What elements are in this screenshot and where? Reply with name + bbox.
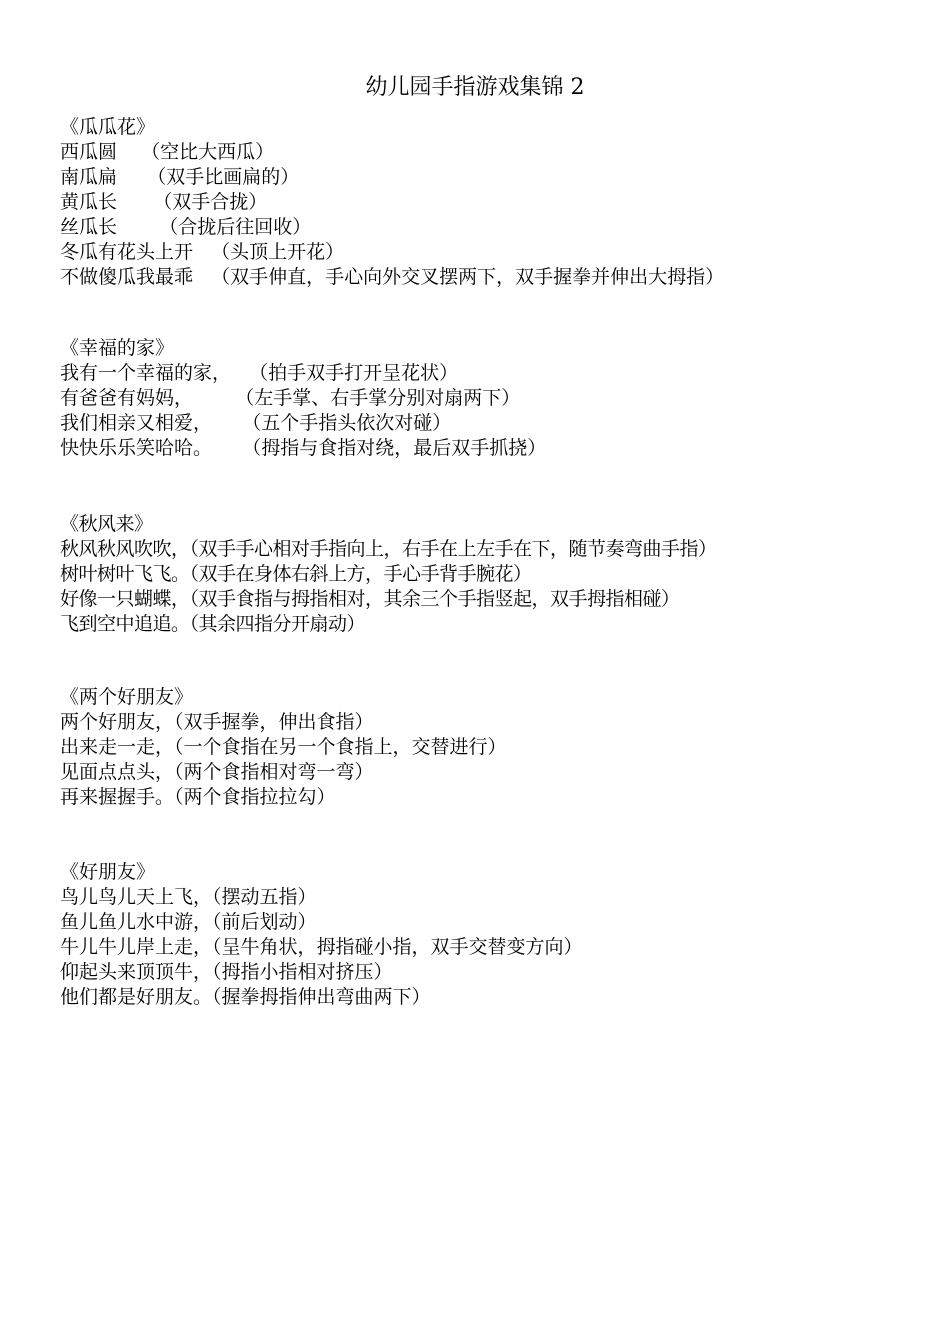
text-line: 西瓜圆 （空比大西瓜） — [60, 141, 275, 163]
section-heading: 《秋风来》 — [60, 513, 153, 535]
text-line: 飞到空中追追。（其余四指分开扇动） — [60, 613, 366, 635]
text-line: 不做傻瓜我最乖 （双手伸直，手心向外交叉摆两下，双手握拳并伸出大拇指） — [60, 266, 725, 288]
text-line: 鱼儿鱼儿水中游，（前后划动） — [60, 911, 317, 933]
text-line: 有爸爸有妈妈， （左手掌、右手掌分别对扇两下） — [60, 387, 521, 409]
document-title: 幼儿园手指游戏集锦 2 — [365, 75, 585, 100]
section-heading: 《两个好朋友》 — [60, 686, 194, 708]
text-line: 出来走一走，（一个食指在另一个食指上，交替进行） — [60, 736, 507, 758]
section-liangge-hao-pengyou — [60, 685, 940, 810]
text-line: 树叶树叶飞飞。（双手在身体右斜上方，手心手背手腕花） — [60, 563, 532, 585]
text-line: 我有一个幸福的家， （拍手双手打开呈花状） — [60, 362, 459, 384]
text-line: 再来握握手。（两个食指拉拉勾） — [60, 786, 336, 808]
section-xingfu-de-jia — [60, 336, 940, 461]
section-heading: 《好朋友》 — [60, 861, 156, 883]
text-line: 好像一只蝴蝶，（双手食指与拇指相对，其余三个手指竖起，双手拇指相碰） — [60, 588, 680, 610]
text-line: 秋风秋风吹吹，（双手手心相对手指向上，右手在上左手在下，随节奏弯曲手指） — [60, 538, 717, 560]
section-qiufeng-lai — [60, 512, 940, 637]
text-line: 丝瓜长 （合拢后往回收） — [60, 216, 312, 238]
text-line: 两个好朋友，（双手握拳，伸出食指） — [60, 711, 374, 733]
section-hao-pengyou — [60, 860, 940, 1010]
text-line: 快快乐乐笑哈哈。 （拇指与食指对绕，最后双手抓挠） — [60, 437, 547, 459]
text-line: 南瓜扁 （双手比画扁的） — [60, 166, 300, 188]
text-line: 仰起头来顶顶牛，（拇指小指相对挤压） — [60, 961, 393, 983]
text-line: 黄瓜长 （双手合拢） — [60, 191, 268, 213]
section-guaguahua — [60, 115, 940, 290]
text-line: 鸟儿鸟儿天上飞，（摆动五指） — [60, 886, 317, 908]
text-line: 冬瓜有花头上开 （头顶上开花） — [60, 241, 345, 263]
text-line: 他们都是好朋友。（握拳拇指伸出弯曲两下） — [60, 986, 431, 1008]
text-line: 我们相亲又相爱， （五个手指头依次对碰） — [60, 412, 452, 434]
section-heading: 《幸福的家》 — [60, 337, 175, 359]
section-heading: 《瓜瓜花》 — [60, 116, 156, 138]
text-line: 牛儿牛儿岸上走，（呈牛角状，拇指碰小指，双手交替变方向） — [60, 936, 583, 958]
text-line: 见面点点头，（两个食指相对弯一弯） — [60, 761, 374, 783]
